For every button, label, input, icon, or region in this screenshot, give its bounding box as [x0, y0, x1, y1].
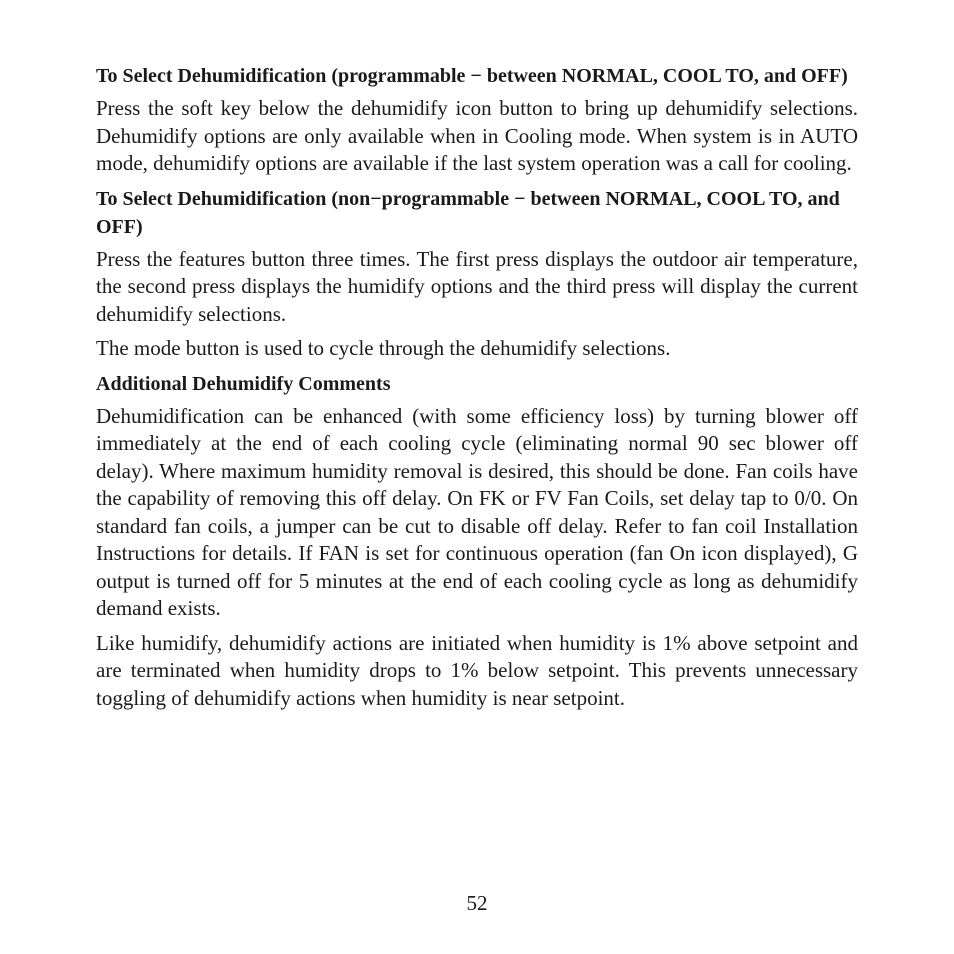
paragraph-programmable-instructions: Press the soft key below the dehumidify icon button to bring up dehumidify selections. Dehumidify options are only available when in Cooling mode. When system is in AUTO mode, dehumidify options are available if the last system operation was a call for cooling.	[96, 96, 858, 175]
section-heading-programmable: To Select Dehumidification (programmable − between NORMAL, COOL TO, and OFF)	[96, 65, 848, 87]
page-content	[96, 62, 858, 719]
paragraph-enhanced-dehumidification: Dehumidification can be enhanced (with some efficiency loss) by turning blower off immediately at the end of each cooling cycle (eliminating normal 90 sec blower off delay). Where maximum humidity removal is desired, this should be done. Fan coils have the capability of removing this off delay. On FK or FV Fan Coils, set delay tap to 0/0. On standard fan coils, a jumper can be cut to disable off delay. Refer to fan coil Installation Instructions for details. If FAN is set for continuous operation (fan On icon displayed), G output is turned off for 5 minutes at the end of each cooling cycle as long as dehumidify demand exists.	[96, 403, 858, 620]
section-heading-additional-comments: Additional Dehumidify Comments	[96, 372, 391, 395]
section-heading-non-programmable: To Select Dehumidification (non−programmable − between NORMAL, COOL TO, and OFF)	[96, 187, 840, 238]
paragraph-mode-button: The mode button is used to cycle through the dehumidify selections.	[96, 336, 671, 360]
paragraph-setpoint-behavior: Like humidify, dehumidify actions are initiated when humidity is 1% above setpoint and are terminated when humidity drops to 1% below setpoint. This prevents unnecessary toggling of dehumidify actions when humidity is near setpoint.	[96, 630, 858, 710]
paragraph-non-programmable-instructions: Press the features button three times. The first press displays the outdoor air temperature, the second press displays the humidify options and the third press will display the current dehumidify selections.	[96, 246, 858, 326]
page-number: 52	[466, 891, 488, 915]
